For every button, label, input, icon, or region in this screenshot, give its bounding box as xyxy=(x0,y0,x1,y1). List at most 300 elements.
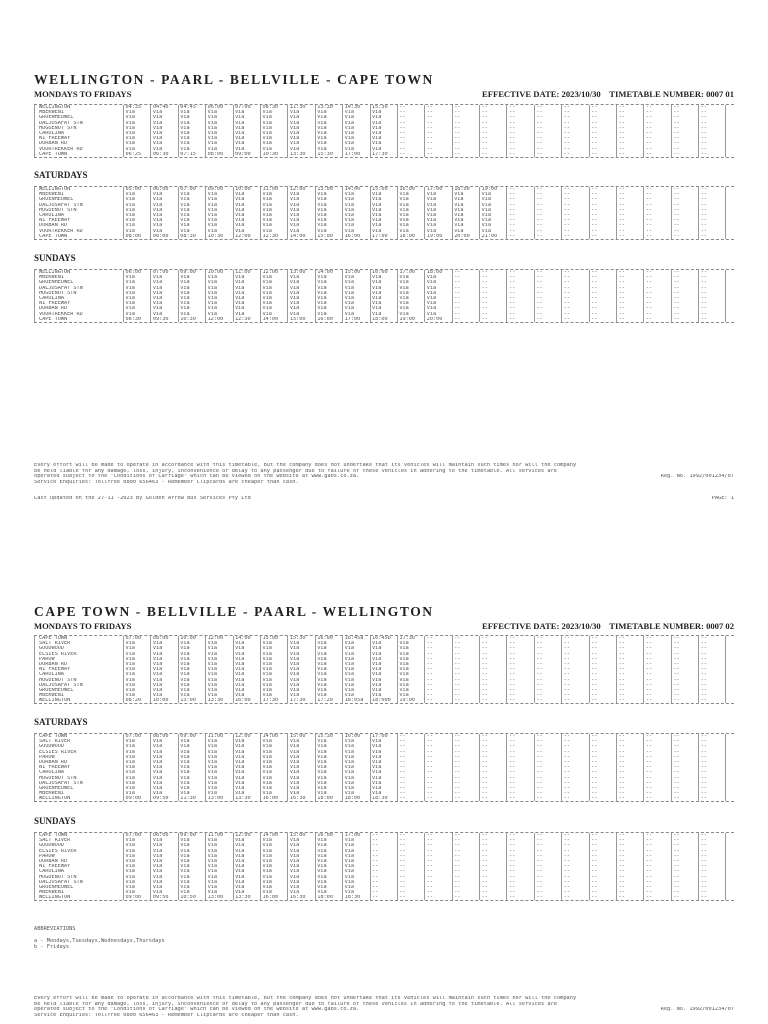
time-cell: -- xyxy=(424,672,451,677)
time-cell: via xyxy=(233,126,260,131)
time-cell: -- xyxy=(424,833,451,838)
time-cell: via xyxy=(205,136,232,141)
time-cell: -- xyxy=(397,796,424,801)
time-cell: -- xyxy=(506,765,533,770)
time-cell: 08:20 xyxy=(123,698,150,703)
time-cell: via xyxy=(233,890,260,895)
time-cell: -- xyxy=(561,895,588,900)
time-cell: -- xyxy=(671,849,698,854)
time-cell: -- xyxy=(671,152,698,157)
time-cell: -- xyxy=(561,776,588,781)
time-cell: via xyxy=(178,688,205,693)
time-cell: via xyxy=(342,750,369,755)
time-cell: via xyxy=(315,755,342,760)
time-cell: via xyxy=(370,646,397,651)
time-cell: -- xyxy=(589,657,616,662)
time-cell: -- xyxy=(616,657,643,662)
time-cell: via xyxy=(233,678,260,683)
time-cell: -- xyxy=(589,652,616,657)
time-cell: via xyxy=(178,781,205,786)
time-cell: -- xyxy=(589,833,616,838)
time-cell: -- xyxy=(561,641,588,646)
time-cell: -- xyxy=(506,197,533,202)
table-row xyxy=(34,234,734,239)
time-cell: -- xyxy=(698,192,725,197)
time-cell: via xyxy=(150,136,177,141)
time-cell: via xyxy=(178,312,205,317)
time-cell: via xyxy=(260,776,287,781)
time-cell: -- xyxy=(506,141,533,146)
time-cell: -- xyxy=(698,765,725,770)
time-cell: via xyxy=(397,291,424,296)
time-cell: via xyxy=(205,854,232,859)
time-cell: via xyxy=(342,115,369,120)
time-cell: via xyxy=(397,286,424,291)
time-cell: via xyxy=(287,223,314,228)
time-cell: -- xyxy=(452,786,479,791)
time-cell: -- xyxy=(561,312,588,317)
time-cell: -- xyxy=(589,234,616,239)
time-cell: -- xyxy=(698,641,725,646)
timetable-grid-sundays xyxy=(34,832,734,901)
time-cell: via xyxy=(370,213,397,218)
time-cell: -- xyxy=(671,843,698,848)
time-cell: via xyxy=(397,208,424,213)
time-cell: via xyxy=(342,781,369,786)
time-cell: -- xyxy=(534,750,561,755)
time-cell: via xyxy=(178,770,205,775)
time-cell: via xyxy=(205,693,232,698)
time-cell: -- xyxy=(397,152,424,157)
time-cell: via xyxy=(397,192,424,197)
time-cell: -- xyxy=(671,854,698,859)
time-cell: -- xyxy=(479,739,506,744)
time-cell: -- xyxy=(534,678,561,683)
time-cell: via xyxy=(479,229,506,234)
stop-name: DALJOSAFAT STN xyxy=(34,781,123,786)
time-cell: via xyxy=(260,864,287,869)
time-cell: -- xyxy=(561,197,588,202)
time-cell: -- xyxy=(671,275,698,280)
time-cell: -- xyxy=(698,317,725,322)
time-cell: -- xyxy=(561,885,588,890)
time-cell: -- xyxy=(561,234,588,239)
time-cell: via xyxy=(233,838,260,843)
time-cell: -- xyxy=(506,126,533,131)
time-cell: 12:30 xyxy=(233,317,260,322)
time-cell: -- xyxy=(643,301,670,306)
time-cell: via xyxy=(287,875,314,880)
time-cell: -- xyxy=(506,854,533,859)
time-cell: via xyxy=(315,641,342,646)
time-cell: via xyxy=(397,662,424,667)
time-cell: via xyxy=(342,291,369,296)
time-cell: 16:00 xyxy=(315,833,342,838)
time-cell: via xyxy=(205,776,232,781)
time-cell: via xyxy=(123,791,150,796)
time-cell: via xyxy=(370,110,397,115)
time-cell: -- xyxy=(561,750,588,755)
time-cell: via xyxy=(260,770,287,775)
time-cell: -- xyxy=(452,739,479,744)
time-cell: -- xyxy=(643,750,670,755)
time-cell: -- xyxy=(671,110,698,115)
last-updated: Last Updated on the 27-11 -2023 By Golden Arrow Bus Services Pty Ltd xyxy=(34,496,251,501)
time-cell: -- xyxy=(561,781,588,786)
stop-name: ELSIES RIVER xyxy=(34,750,123,755)
time-cell: -- xyxy=(671,636,698,641)
time-cell: -- xyxy=(452,306,479,311)
time-cell: via xyxy=(315,646,342,651)
time-cell: via xyxy=(424,275,451,280)
time-cell: -- xyxy=(370,838,397,843)
time-cell: via xyxy=(342,296,369,301)
time-cell: -- xyxy=(479,306,506,311)
time-cell: via xyxy=(452,203,479,208)
time-cell: 10:30 xyxy=(205,234,232,239)
time-cell: -- xyxy=(671,781,698,786)
time-cell: via xyxy=(123,301,150,306)
time-cell: 15:30 xyxy=(287,636,314,641)
time-cell: -- xyxy=(479,147,506,152)
time-cell: via xyxy=(315,291,342,296)
time-cell: -- xyxy=(589,781,616,786)
time-cell: -- xyxy=(589,286,616,291)
time-cell: via xyxy=(205,662,232,667)
time-cell: -- xyxy=(671,693,698,698)
time-cell: -- xyxy=(452,131,479,136)
time-cell: -- xyxy=(424,755,451,760)
stop-name: N1 FREEWAY xyxy=(34,864,123,869)
time-cell: via xyxy=(150,864,177,869)
time-cell: -- xyxy=(397,105,424,110)
time-cell: -- xyxy=(643,693,670,698)
time-cell: 09:50 xyxy=(150,796,177,801)
time-cell: -- xyxy=(643,141,670,146)
time-cell: via xyxy=(315,859,342,864)
time-cell: -- xyxy=(698,875,725,880)
time-cell: via xyxy=(479,213,506,218)
time-cell: -- xyxy=(479,296,506,301)
time-cell: via xyxy=(315,869,342,874)
time-cell: via xyxy=(287,136,314,141)
stop-name: DURBAN RD xyxy=(34,141,123,146)
time-cell: -- xyxy=(616,885,643,890)
time-cell: 17:00 xyxy=(342,152,369,157)
time-cell: -- xyxy=(452,280,479,285)
time-cell: via xyxy=(205,218,232,223)
time-cell: -- xyxy=(671,678,698,683)
time-cell: via xyxy=(260,786,287,791)
time-cell: via xyxy=(342,755,369,760)
time-cell: via xyxy=(233,843,260,848)
time-cell: 16:00 xyxy=(342,734,369,739)
time-cell: via xyxy=(287,667,314,672)
time-cell: -- xyxy=(397,147,424,152)
time-cell: -- xyxy=(479,678,506,683)
time-cell: via xyxy=(342,312,369,317)
time-cell: via xyxy=(370,641,397,646)
time-cell: via xyxy=(233,646,260,651)
time-cell: via xyxy=(150,646,177,651)
time-cell: -- xyxy=(643,791,670,796)
time-cell: -- xyxy=(506,688,533,693)
time-cell: via xyxy=(178,672,205,677)
time-cell: via xyxy=(205,652,232,657)
time-cell: -- xyxy=(506,885,533,890)
time-cell: via xyxy=(315,662,342,667)
time-cell: -- xyxy=(643,192,670,197)
time-cell: via xyxy=(342,843,369,848)
time-cell: via xyxy=(424,218,451,223)
time-cell: -- xyxy=(643,296,670,301)
time-cell: -- xyxy=(643,678,670,683)
time-cell: via xyxy=(287,141,314,146)
time-cell: via xyxy=(287,312,314,317)
time-cell: 15:00 xyxy=(287,317,314,322)
time-cell: -- xyxy=(698,698,725,703)
time-cell: via xyxy=(233,291,260,296)
stop-name: MBEKWENI xyxy=(34,192,123,197)
time-cell: via xyxy=(123,652,150,657)
stop-name: DALJOSAFAT STN xyxy=(34,203,123,208)
stop-name: GOODWOOD xyxy=(34,646,123,651)
time-cell: -- xyxy=(589,744,616,749)
time-cell: -- xyxy=(671,765,698,770)
time-cell: -- xyxy=(534,105,561,110)
time-cell: -- xyxy=(534,275,561,280)
time-cell: via xyxy=(233,121,260,126)
time-cell: via xyxy=(205,672,232,677)
time-cell: -- xyxy=(589,854,616,859)
time-cell: via xyxy=(178,652,205,657)
time-cell: -- xyxy=(643,890,670,895)
time-cell: via xyxy=(123,776,150,781)
time-cell: 15:00 xyxy=(287,833,314,838)
time-cell: via xyxy=(315,223,342,228)
time-cell: -- xyxy=(397,739,424,744)
timetable-grid-sundays xyxy=(34,269,734,323)
time-cell: via xyxy=(287,213,314,218)
time-cell: via xyxy=(150,110,177,115)
time-cell: -- xyxy=(424,105,451,110)
time-cell: -- xyxy=(616,672,643,677)
time-cell: 16:00 xyxy=(233,698,260,703)
time-cell: -- xyxy=(561,187,588,192)
stop-name: N1 FREEWAY xyxy=(34,136,123,141)
time-cell: via xyxy=(178,683,205,688)
time-cell: via xyxy=(178,306,205,311)
time-cell: -- xyxy=(643,213,670,218)
time-cell: via xyxy=(178,126,205,131)
time-cell: via xyxy=(287,678,314,683)
time-cell: via xyxy=(342,672,369,677)
time-cell: 16:00 xyxy=(315,636,342,641)
time-cell: -- xyxy=(616,781,643,786)
time-cell: -- xyxy=(671,739,698,744)
time-cell: -- xyxy=(452,646,479,651)
time-cell: 09:00 xyxy=(178,734,205,739)
time-cell: -- xyxy=(424,880,451,885)
time-cell: via xyxy=(315,213,342,218)
time-cell: -- xyxy=(479,755,506,760)
table-row xyxy=(34,796,734,801)
time-cell: 13:00 xyxy=(287,270,314,275)
schedule-header xyxy=(34,89,734,99)
time-cell: via xyxy=(370,229,397,234)
time-cell: -- xyxy=(534,667,561,672)
time-cell: -- xyxy=(643,136,670,141)
time-cell: via xyxy=(123,875,150,880)
time-cell: -- xyxy=(643,131,670,136)
stop-name: HUGUENOT STN xyxy=(34,875,123,880)
time-cell: -- xyxy=(616,152,643,157)
time-cell: -- xyxy=(561,141,588,146)
time-cell: via xyxy=(178,662,205,667)
service-enquiries: Service Enquiries: Tollfree 0800 656463 - Remember Clipcards are cheaper than cash. xyxy=(34,1012,299,1018)
time-cell: -- xyxy=(479,131,506,136)
time-cell: via xyxy=(287,755,314,760)
time-cell: via xyxy=(178,291,205,296)
timetable-grid-saturdays xyxy=(34,186,734,240)
weekday-label: MONDAYS TO FRIDAYS xyxy=(34,89,132,99)
time-cell: via xyxy=(287,301,314,306)
time-cell: via xyxy=(123,286,150,291)
time-cell: 13:00 xyxy=(178,698,205,703)
timetable-number: TIMETABLE NUMBER: 0007 02 xyxy=(609,621,734,631)
time-cell: via xyxy=(315,306,342,311)
stop-name: N1 FREEWAY xyxy=(34,667,123,672)
time-cell: -- xyxy=(424,890,451,895)
time-cell: via xyxy=(150,208,177,213)
time-cell: via xyxy=(233,218,260,223)
time-cell: via xyxy=(370,197,397,202)
time-cell: 08:30 xyxy=(123,317,150,322)
time-cell: -- xyxy=(424,796,451,801)
time-cell: -- xyxy=(643,739,670,744)
time-cell: via xyxy=(315,110,342,115)
stop-name: DALJOSAFAT STN xyxy=(34,286,123,291)
time-cell: via xyxy=(315,672,342,677)
time-cell: -- xyxy=(452,755,479,760)
stop-name: DURBAN RD xyxy=(34,859,123,864)
time-cell: via xyxy=(424,312,451,317)
time-cell: -- xyxy=(698,657,725,662)
time-cell: -- xyxy=(452,678,479,683)
schedule-header xyxy=(34,621,734,631)
time-cell: -- xyxy=(589,187,616,192)
time-cell: -- xyxy=(397,890,424,895)
time-cell: -- xyxy=(424,838,451,843)
time-cell: via xyxy=(233,192,260,197)
time-cell: -- xyxy=(506,213,533,218)
time-cell: via xyxy=(342,110,369,115)
time-cell: -- xyxy=(506,744,533,749)
time-cell: 18:30 xyxy=(342,895,369,900)
time-cell: via xyxy=(150,854,177,859)
time-cell: -- xyxy=(589,312,616,317)
stop-name: CAPE TOWN xyxy=(34,833,123,838)
time-cell: via xyxy=(370,147,397,152)
time-cell: -- xyxy=(506,796,533,801)
time-cell: via xyxy=(233,115,260,120)
time-cell: -- xyxy=(534,776,561,781)
time-cell: -- xyxy=(506,833,533,838)
time-cell: -- xyxy=(534,755,561,760)
time-cell: -- xyxy=(616,218,643,223)
time-cell: -- xyxy=(643,218,670,223)
time-cell: via xyxy=(287,781,314,786)
time-cell: -- xyxy=(698,126,725,131)
time-cell: -- xyxy=(452,698,479,703)
time-cell: -- xyxy=(616,791,643,796)
time-cell: -- xyxy=(534,833,561,838)
time-cell: -- xyxy=(671,859,698,864)
time-cell: -- xyxy=(616,760,643,765)
time-cell: via xyxy=(150,312,177,317)
time-cell: -- xyxy=(424,641,451,646)
time-cell: -- xyxy=(397,136,424,141)
time-cell: -- xyxy=(643,885,670,890)
time-cell: 16:00 xyxy=(397,187,424,192)
time-cell: -- xyxy=(671,296,698,301)
time-cell: via xyxy=(178,641,205,646)
time-cell: -- xyxy=(370,833,397,838)
time-cell: via xyxy=(205,110,232,115)
time-cell: 12:00 xyxy=(260,270,287,275)
time-cell: -- xyxy=(479,895,506,900)
time-cell: 15:00 xyxy=(260,636,287,641)
time-cell: -- xyxy=(561,291,588,296)
time-cell: via xyxy=(123,739,150,744)
time-cell: -- xyxy=(616,229,643,234)
time-cell: -- xyxy=(643,105,670,110)
time-cell: via xyxy=(260,312,287,317)
time-cell: -- xyxy=(671,115,698,120)
time-cell: via xyxy=(315,885,342,890)
time-cell: -- xyxy=(698,312,725,317)
time-cell: via xyxy=(315,192,342,197)
time-cell: -- xyxy=(589,688,616,693)
time-cell: via xyxy=(287,739,314,744)
service-enquiries: Service Enquiries: Tollfree 0800 656463 - Remember Clipcards are cheaper than cash. xyxy=(34,479,299,485)
time-cell: via xyxy=(424,306,451,311)
time-cell: via xyxy=(205,765,232,770)
time-cell: -- xyxy=(643,838,670,843)
time-cell: -- xyxy=(534,770,561,775)
time-cell: via xyxy=(233,657,260,662)
time-cell: -- xyxy=(561,203,588,208)
time-cell: via xyxy=(233,110,260,115)
time-cell: -- xyxy=(616,636,643,641)
time-cell: -- xyxy=(506,734,533,739)
table-row xyxy=(34,698,734,703)
table-row xyxy=(34,895,734,900)
time-cell: via xyxy=(123,672,150,677)
time-cell: via xyxy=(233,229,260,234)
time-cell: -- xyxy=(479,136,506,141)
time-cell: via xyxy=(260,286,287,291)
time-cell: -- xyxy=(616,213,643,218)
time-cell: -- xyxy=(561,744,588,749)
time-cell: -- xyxy=(671,744,698,749)
time-cell: -- xyxy=(589,121,616,126)
stop-name: GROENHEUWEL xyxy=(34,280,123,285)
time-cell: -- xyxy=(479,869,506,874)
time-cell: -- xyxy=(616,833,643,838)
time-cell: via xyxy=(205,678,232,683)
time-cell: via xyxy=(370,301,397,306)
